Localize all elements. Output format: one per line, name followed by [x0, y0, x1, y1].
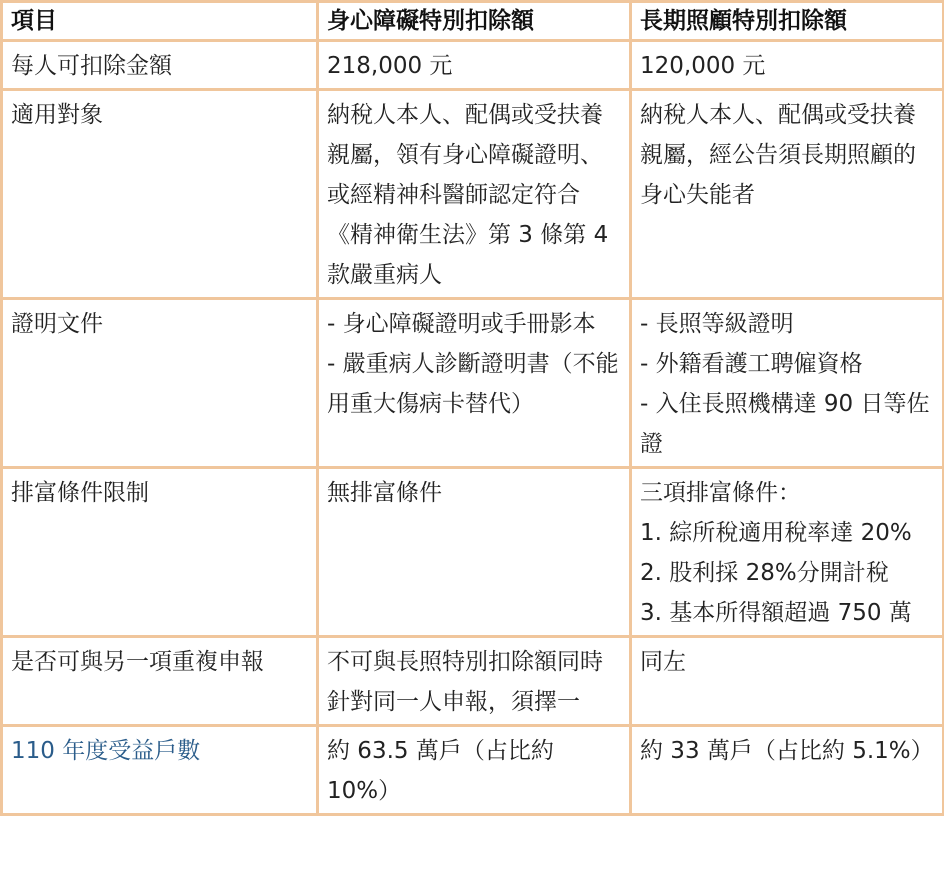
cell-line: 2. 股利採 28%分開計稅 [640, 560, 889, 586]
ltc-cell [631, 468, 944, 637]
disability-cell [318, 41, 631, 90]
header-item: 項目 [2, 2, 318, 41]
disability-cell [318, 299, 631, 468]
cell-line: - 入住長照機構達 90 日等佐證 [640, 391, 930, 457]
cell-line: - 嚴重病人診斷證明書（不能用重大傷病卡替代） [327, 351, 619, 417]
table-row [2, 726, 944, 815]
ltc-cell [631, 637, 944, 726]
row-label: 110 年度受益戶數 [2, 726, 318, 815]
row-label: 是否可與另一項重複申報 [2, 637, 318, 726]
ltc-cell [631, 726, 944, 815]
table-row [2, 90, 944, 299]
disability-cell [318, 726, 631, 815]
cell-line: - 外籍看護工聘僱資格 [640, 351, 863, 377]
row-label: 每人可扣除金額 [2, 41, 318, 90]
cell-line: 約 63.5 萬戶（占比約 10%） [327, 738, 554, 804]
cell-line: 約 33 萬戶（占比約 5.1%） [640, 738, 934, 764]
cell-line: 同左 [640, 649, 686, 675]
cell-line: - 身心障礙證明或手冊影本 [327, 311, 596, 337]
ltc-cell [631, 41, 944, 90]
cell-line: 納稅人本人、配偶或受扶養親屬，領有身心障礙證明、或經精神科醫師認定符合《精神衛生法》第 3 條第 4 款嚴重病人 [327, 102, 609, 288]
disability-cell [318, 90, 631, 299]
table-row [2, 637, 944, 726]
disability-cell [318, 468, 631, 637]
table-row [2, 41, 944, 90]
ltc-cell [631, 299, 944, 468]
disability-cell [318, 637, 631, 726]
cell-line: 3. 基本所得額超過 750 萬 [640, 600, 912, 626]
cell-line: - 長照等級證明 [640, 311, 794, 337]
cell-line: 三項排富條件： [640, 480, 801, 506]
cell-line: 120,000 元 [640, 53, 766, 79]
table-header-row [2, 2, 944, 41]
row-label: 排富條件限制 [2, 468, 318, 637]
ltc-cell [631, 90, 944, 299]
row-label: 證明文件 [2, 299, 318, 468]
header-long-term-care-deduction: 長期照顧特別扣除額 [631, 2, 944, 41]
cell-line: 不可與長照特別扣除額同時針對同一人申報，須擇一 [327, 649, 603, 715]
cell-line: 納稅人本人、配偶或受扶養親屬，經公告須長期照顧的身心失能者 [640, 102, 916, 208]
table-row [2, 299, 944, 468]
cell-line: 218,000 元 [327, 53, 453, 79]
row-label: 適用對象 [2, 90, 318, 299]
table-row [2, 468, 944, 637]
cell-line: 無排富條件 [327, 480, 442, 506]
cell-line: 1. 綜所稅適用稅率達 20% [640, 520, 912, 546]
header-disability-deduction: 身心障礙特別扣除額 [318, 2, 631, 41]
